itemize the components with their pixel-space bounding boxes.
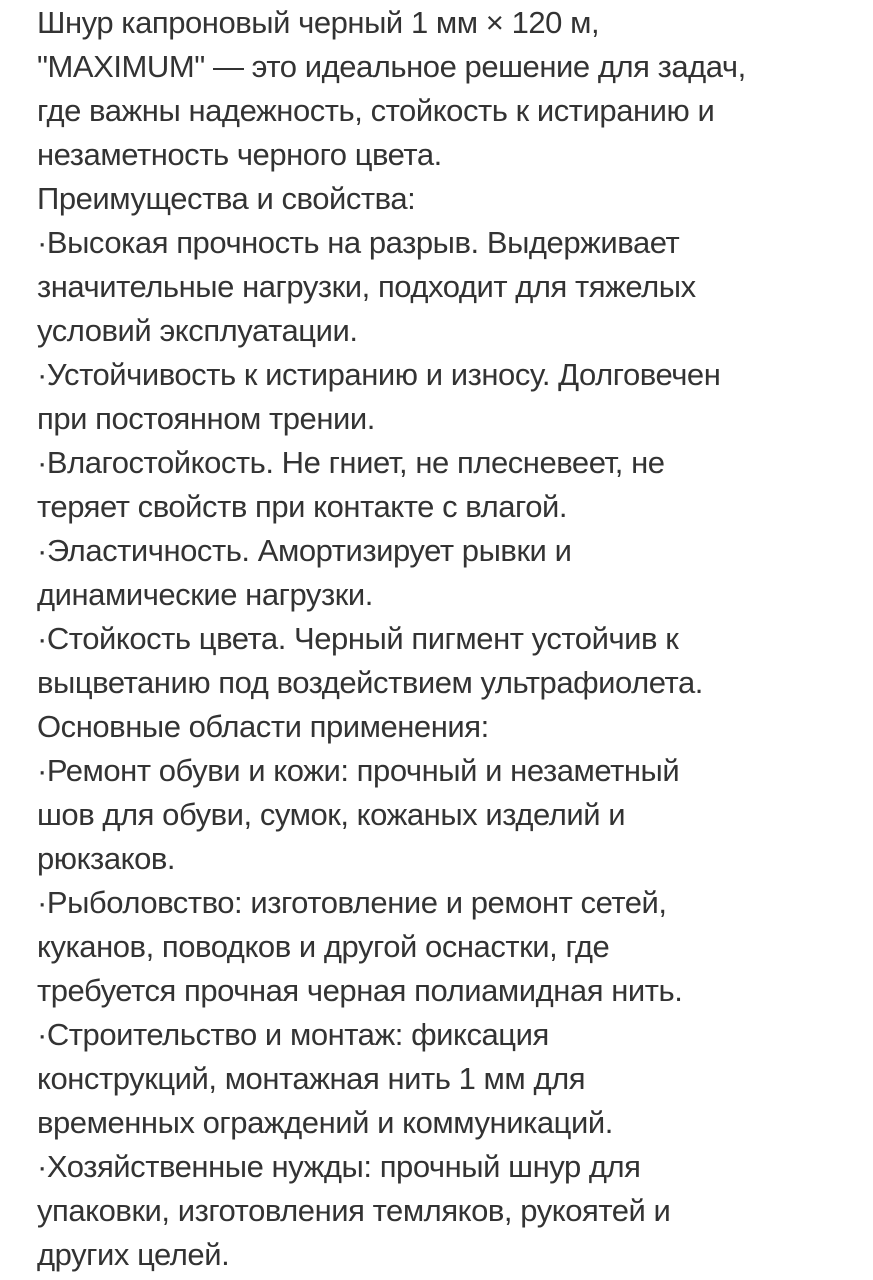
description-line: ·Устойчивость к истиранию и износу. Долговечен xyxy=(37,357,721,392)
description-line: упаковки, изготовления темляков, рукоятей и xyxy=(37,1193,671,1228)
description-line: динамические нагрузки. xyxy=(37,577,373,612)
description-line: шов для обуви, сумок, кожаных изделий и xyxy=(37,797,626,832)
description-line: требуется прочная черная полиамидная нить. xyxy=(37,973,683,1008)
description-line: где важны надежность, стойкость к истиранию и xyxy=(37,93,715,128)
description-line: выцветанию под воздействием ультрафиолета. xyxy=(37,665,703,700)
description-line: при постоянном трении. xyxy=(37,401,375,436)
description-line: Шнур капроновый черный 1 мм × 120 м, xyxy=(37,5,600,40)
description-line: теряет свойств при контакте с влагой. xyxy=(37,489,568,524)
description-line: рюкзаков. xyxy=(37,841,176,876)
description-line: значительные нагрузки, подходит для тяжелых xyxy=(37,269,696,304)
description-line: куканов, поводков и другой оснастки, где xyxy=(37,929,610,964)
description-line: ·Высокая прочность на разрыв. Выдерживает xyxy=(37,225,680,260)
description-line: Преимущества и свойства: xyxy=(37,181,416,216)
description-line: ·Ремонт обуви и кожи: прочный и незаметный xyxy=(37,753,680,788)
description-line: ·Хозяйственные нужды: прочный шнур для xyxy=(37,1149,641,1184)
description-line: условий эксплуатации. xyxy=(37,313,358,348)
description-line: ·Влагостойкость. Не гниет, не плесневеет, не xyxy=(37,445,665,480)
description-line: ·Стойкость цвета. Черный пигмент устойчив к xyxy=(37,621,679,656)
description-line: ·Эластичность. Амортизирует рывки и xyxy=(37,533,572,568)
description-line: ·Рыболовство: изготовление и ремонт сетей, xyxy=(37,885,667,920)
description-line: Основные области применения: xyxy=(37,709,489,744)
description-line: временных ограждений и коммуникаций. xyxy=(37,1105,613,1140)
description-line: "MAXIMUM" — это идеальное решение для задач, xyxy=(37,49,746,84)
description-line: незаметность черного цвета. xyxy=(37,137,442,172)
description-line: ·Строительство и монтаж: фиксация xyxy=(37,1017,549,1052)
description-line: конструкций, монтажная нить 1 мм для xyxy=(37,1061,586,1096)
description-line: других целей. xyxy=(37,1237,230,1272)
